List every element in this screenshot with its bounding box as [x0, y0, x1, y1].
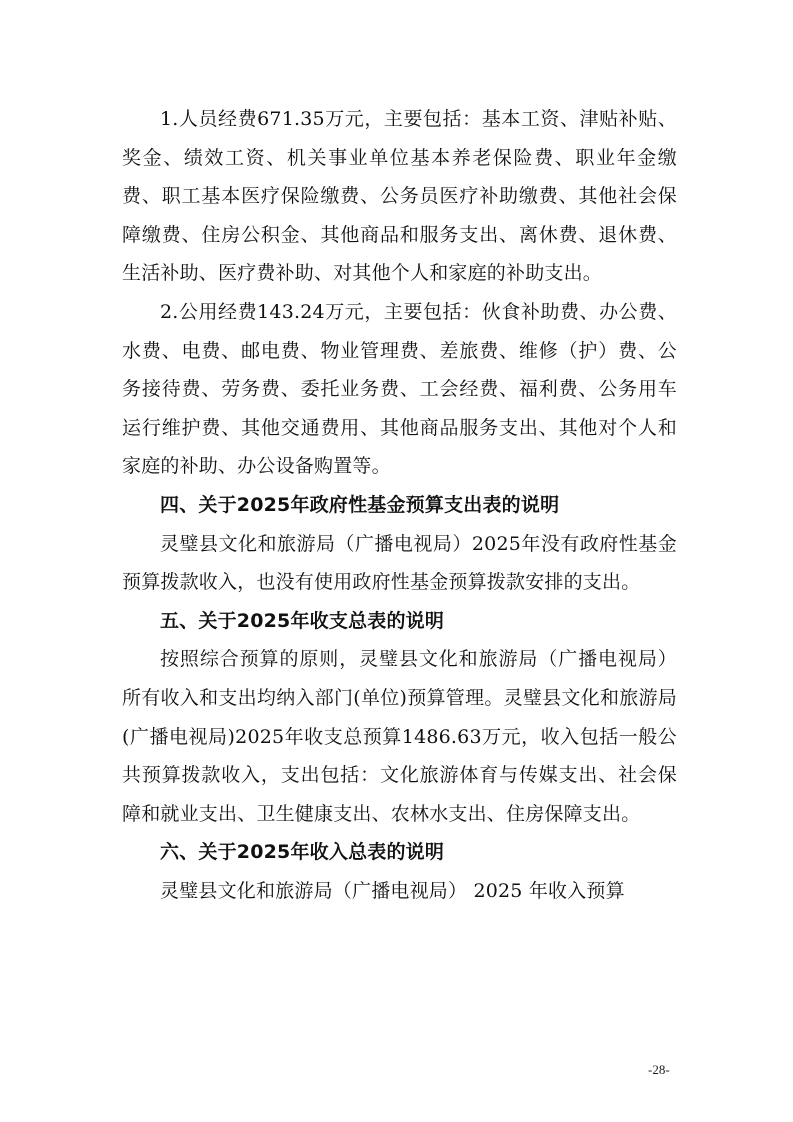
page-number: -28- — [648, 1062, 670, 1077]
paragraph-public-expenses: 2.公用经费143.24万元，主要包括：伙食补助费、办公费、水费、电费、邮电费、物业管理费、差旅费、维修（护）费、公务接待费、劳务费、委托业务费、工会经费、福利费、公务用车运行维护费、其他交通费用、其他商品服务支出、其他对个人和家庭的补助、办公设备购置等。 — [122, 300, 677, 478]
heading-government-fund: 四、关于2025年政府性基金预算支出表的说明 — [160, 493, 560, 516]
heading-revenue-summary: 六、关于2025年收入总表的说明 — [160, 841, 445, 864]
paragraph-personnel-expenses: 1.人员经费671.35万元，主要包括：基本工资、津贴补贴、奖金、绩效工资、机关事业单位基本养老保险费、职业年金缴费、职工基本医疗保险缴费、公务员医疗补助缴费、其他社会保障缴费、住房公积金、其他商品和服务支出、离休费、退休费、生活补助、医疗费补助、对其他个人和家庭的补助支出。 — [122, 108, 677, 285]
heading-budget-summary: 五、关于2025年收支总表的说明 — [160, 609, 445, 632]
document-body — [122, 100, 677, 910]
paragraph-revenue-summary: 灵璧县文化和旅游局（广播电视局） 2025 年收入预算 — [160, 879, 625, 902]
paragraph-budget-summary: 按照综合预算的原则，灵璧县文化和旅游局（广播电视局）所有收入和支出均纳入部门(单位)预算管理。灵璧县文化和旅游局(广播电视局)2025年收支总预算1486.63万元，收入包括一般公共预算拨款收入，支出包括：文化旅游体育与传媒支出、社会保障和就业支出、卫生健康支出、农林水支出、住房保障支出。 — [122, 648, 677, 825]
paragraph-government-fund: 灵璧县文化和旅游局（广播电视局）2025年没有政府性基金预算拨款收入，也没有使用政府性基金预算拨款安排的支出。 — [122, 532, 677, 594]
